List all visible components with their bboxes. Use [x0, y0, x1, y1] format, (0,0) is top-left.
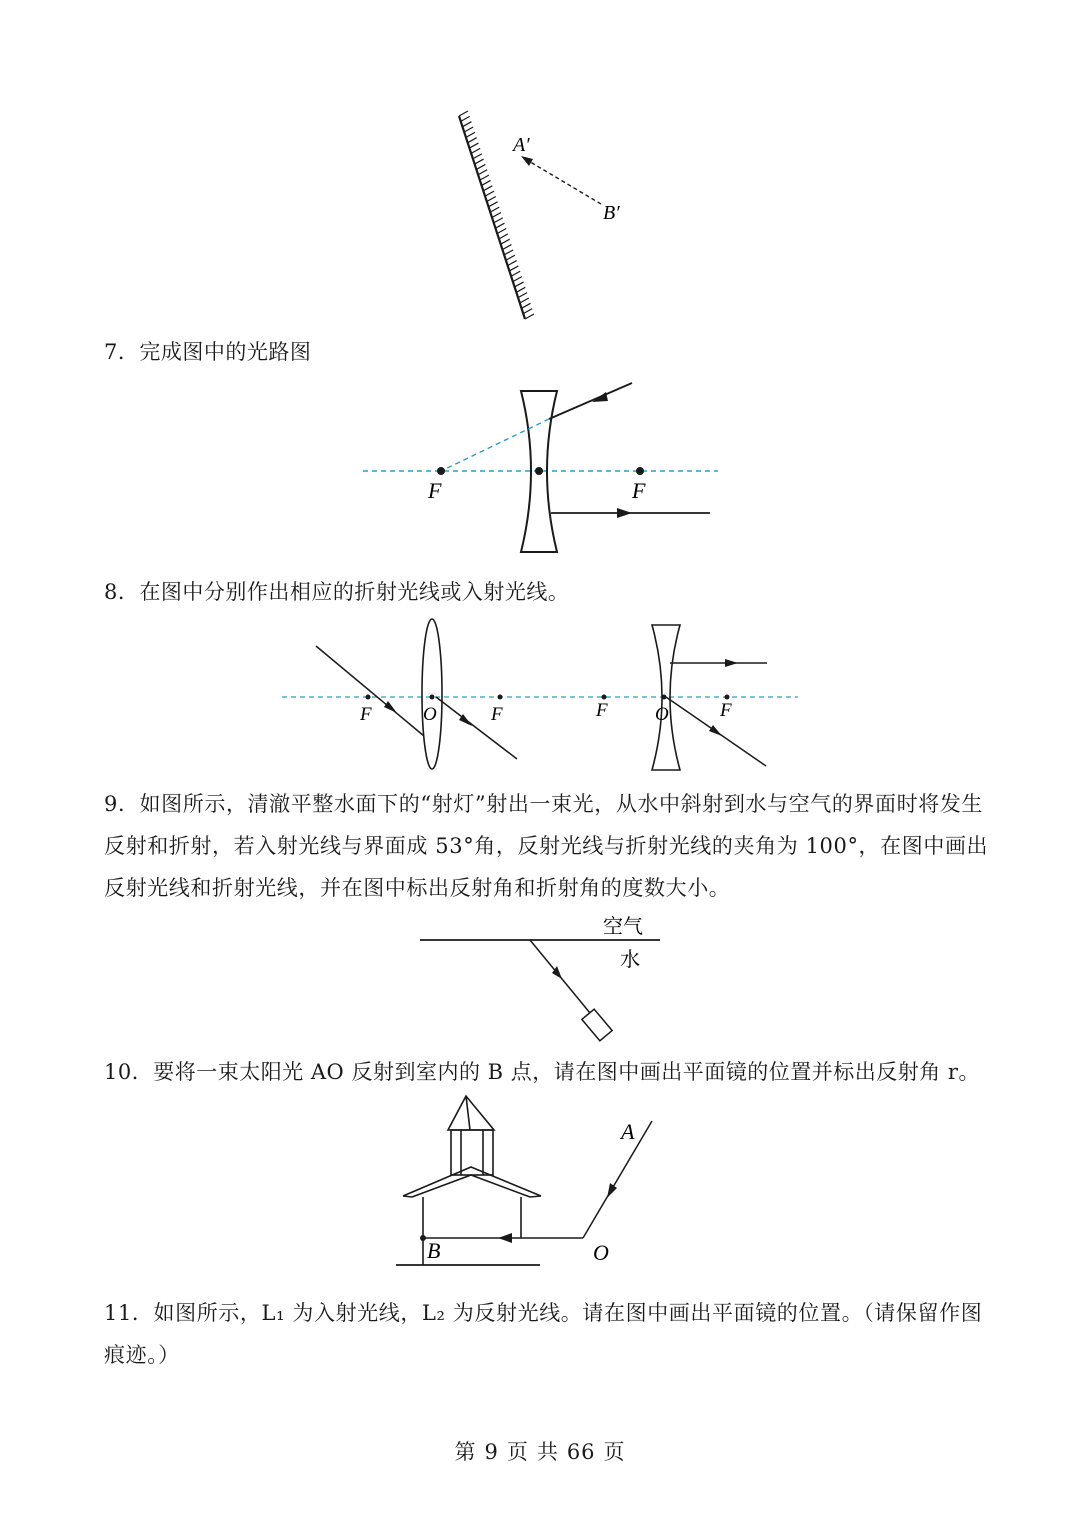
mirror-hatch-mark — [473, 154, 482, 159]
mirror-hatch-mark — [508, 261, 517, 266]
question-8-text: 8．在图中分别作出相应的折射光线或入射光线。 — [104, 580, 570, 604]
convex-center — [430, 695, 435, 700]
question-7-text: 7．完成图中的光路图 — [104, 340, 312, 364]
mirror-hatch-mark — [501, 239, 510, 244]
mirror-hatch-mark — [480, 175, 489, 180]
mirror-hatch-mark — [483, 186, 492, 191]
concave-emerging-arrow — [725, 659, 738, 667]
concave-label-f1: F — [596, 700, 608, 721]
question-9-line: 9．如图所示，清澈平整水面下的“射灯”射出一束光，从水中斜射到水与空气的界面时将发生 — [104, 792, 984, 816]
concave-label-f2: F — [720, 700, 732, 721]
concave-lens-figure — [0, 370, 1080, 570]
spotlight — [582, 1009, 612, 1041]
label-water: 水 — [620, 947, 640, 971]
point-b-dot — [420, 1235, 426, 1241]
focus-right-dot — [636, 467, 644, 475]
footer-total-pages: 66 — [566, 1440, 596, 1464]
extension-line — [441, 419, 549, 471]
mirror-hatch-mark — [511, 271, 520, 276]
label-focus-left: F — [428, 478, 442, 503]
footer-word: 页 — [603, 1440, 626, 1464]
mirror-hatch-mark — [502, 245, 511, 250]
mirror-hatch-mark — [494, 218, 503, 223]
mirror-hatch-mark — [497, 229, 506, 234]
mirror-hatch-mark — [523, 309, 532, 314]
label-b-prime: B′ — [603, 202, 620, 224]
label-o: O — [593, 1240, 609, 1265]
mirror-hatch-mark — [492, 213, 501, 218]
mirror-hatch-mark — [482, 180, 491, 185]
concave-center — [662, 695, 667, 700]
mirror-hatch-mark — [485, 191, 494, 196]
mirror-hatch-mark — [525, 314, 534, 319]
mirror-hatch-mark — [476, 164, 485, 169]
label-focus-right: F — [632, 478, 646, 503]
footer-word: 页 — [506, 1440, 529, 1464]
convex-focus-left — [366, 695, 371, 700]
convex-incident-arrow — [384, 701, 397, 713]
house-reflection-figure — [0, 1090, 1080, 1275]
footer-page-number: 9 — [484, 1440, 499, 1464]
outgoing-ray-arrow — [617, 508, 632, 518]
question-11-line: 痕迹。） — [104, 1343, 180, 1367]
mirror-hatch-mark — [468, 138, 477, 143]
mirror-hatch-mark — [475, 159, 484, 164]
mirror-hatch-mark — [495, 223, 504, 228]
question-11-text — [104, 1292, 984, 1376]
incident-ray — [549, 383, 632, 419]
convex-label-f1: F — [360, 704, 372, 725]
question-9-line: 反射光线和折射光线，并在图中标出反射角和折射角的度数大小。 — [104, 876, 731, 900]
mirror-hatch-mark — [462, 122, 471, 127]
mirror-hatch-mark — [459, 111, 468, 116]
mirror-hatch-mark — [469, 143, 478, 148]
convex-lens — [422, 619, 442, 769]
optical-center-dot — [535, 467, 543, 475]
mirror-hatch-mark — [520, 298, 529, 303]
mirror-hatch-mark — [499, 234, 508, 239]
water-surface-figure — [0, 905, 1080, 1050]
convex-refracted-ray — [436, 697, 517, 759]
mirror-hatch-mark — [515, 282, 524, 287]
mirror-hatch-mark — [466, 132, 475, 137]
concave-focus-right — [725, 695, 730, 700]
mirror-hatch-mark — [489, 202, 498, 207]
concave-focus-left — [602, 695, 607, 700]
question-11-line: 11．如图所示，L₁ 为入射光线，L₂ 为反射光线。请在图中画出平面镜的位置。（请保留作图 — [104, 1301, 983, 1325]
mirror-hatch-mark — [471, 148, 480, 153]
image-arrow-line — [527, 160, 601, 204]
focus-left-dot — [437, 467, 445, 475]
page-footer — [0, 1436, 1080, 1466]
label-air: 空气 — [603, 914, 643, 938]
mirror-hatch-mark — [516, 287, 525, 292]
mirror-hatch-mark — [513, 277, 522, 282]
mirror-hatch-mark — [509, 266, 518, 271]
question-9-text — [104, 783, 989, 909]
convex-focus-right — [498, 695, 503, 700]
concave-refracted-arrow — [709, 725, 722, 736]
convex-label-o: O — [423, 704, 437, 725]
label-a-prime: A′ — [513, 134, 530, 156]
question-9-line: 反射和折射，若入射光线与界面成 53°角，反射光线与折射光线的夹角为 100°，在图中画出 — [104, 834, 989, 858]
question-10-text: 10．要将一束太阳光 AO 反射到室内的 B 点，请在图中画出平面镜的位置并标出反射角 r。 — [104, 1060, 980, 1084]
label-b: B — [427, 1238, 441, 1263]
convex-label-f2: F — [491, 704, 503, 725]
image-arrow-head — [521, 156, 533, 166]
mirror-hatch-mark — [490, 207, 499, 212]
mirror-hatch-mark — [518, 293, 527, 298]
mirror-hatch-mark — [487, 196, 496, 201]
mirror-hatch-mark — [506, 255, 515, 260]
reflected-arrow — [498, 1233, 512, 1243]
label-a: A — [621, 1119, 635, 1144]
concave-label-o: O — [655, 704, 669, 725]
mirror-hatch-mark — [522, 303, 531, 308]
mirror-hatch-mark — [504, 250, 513, 255]
footer-word: 共 — [536, 1440, 559, 1464]
mirror-hatch-mark — [478, 170, 487, 175]
incident-ray-arrow — [592, 392, 608, 402]
sun-ray — [583, 1121, 652, 1238]
footer-word: 第 — [454, 1440, 477, 1464]
sun-ray-arrow — [607, 1183, 617, 1198]
mirror-hatch-mark — [461, 116, 470, 121]
mirror-hatch-mark — [464, 127, 473, 132]
mirror-image-figure — [0, 0, 1080, 340]
two-lens-figure — [0, 615, 1080, 775]
